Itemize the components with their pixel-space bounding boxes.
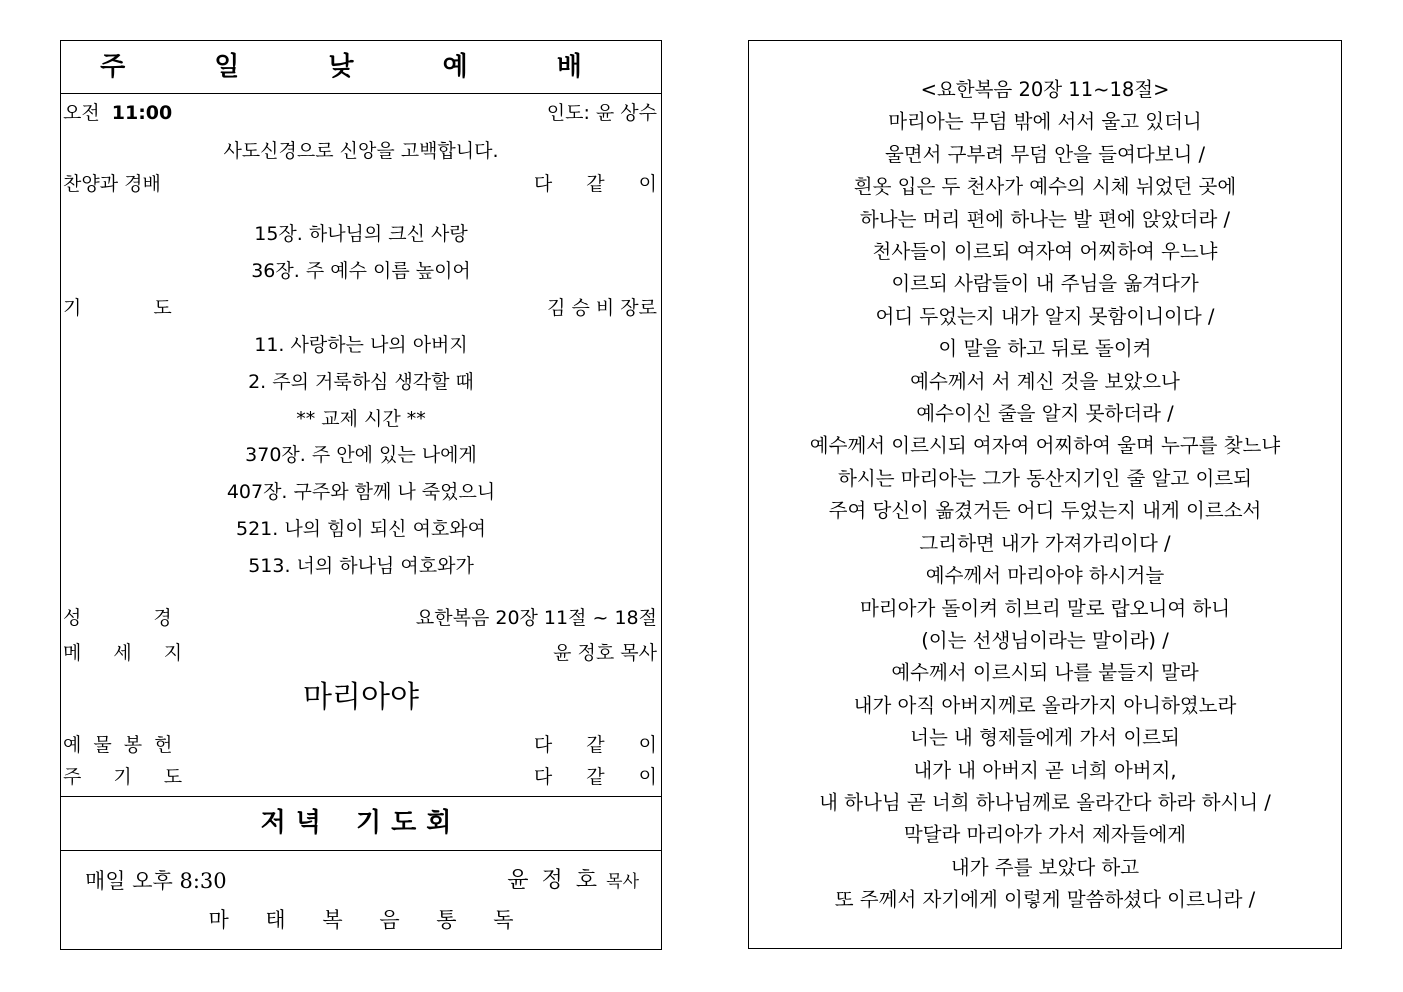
fellowship-line: ** 교제 시간 **	[296, 408, 426, 430]
pastor-title: 목사	[606, 872, 639, 892]
song-line: 521. 나의 힘이 되신 여호와여	[235, 518, 486, 540]
verse-line: 예수께서 서 계신 것을 보았으나	[910, 369, 1180, 393]
verse-line: 예수께서 이르시되 여자여 어찌하여 울며 누구를 찾느냐	[809, 434, 1281, 458]
divider	[61, 93, 661, 94]
sermon-title: 마리아야	[303, 680, 419, 715]
verse-line: 이르되 사람들이 내 주님을 옮겨다가	[891, 272, 1199, 296]
lords-prayer-who: 다 같 이	[533, 766, 657, 788]
verse-line: 울면서 구부려 무덤 안을 들여다보니 /	[884, 142, 1206, 166]
evening-time: 매일 오후 8:30	[85, 869, 227, 893]
verse-line: 마리아가 돌이켜 히브리 말로 랍오니여 하니	[859, 596, 1231, 620]
verse-line: 내가 내 아버지 곧 너희 아버지,	[913, 758, 1177, 782]
message-who: 윤 정호 목사	[553, 642, 657, 664]
song-line: 407장. 구주와 함께 나 죽었으니	[226, 481, 496, 503]
time-label: 오전	[63, 102, 100, 124]
verse-line: 주여 당신이 옮겼거든 어디 두었는지 내게 이르소서	[828, 499, 1262, 523]
scripture-heading: <요한복음 20장 11~18절>	[920, 78, 1170, 101]
verse-line: 막달라 마리아가 가서 제자들에게	[903, 823, 1187, 847]
praise-song-1: 15장. 하나님의 크신 사랑	[254, 223, 468, 245]
message-label: 메 세 지	[63, 642, 183, 664]
praise-label: 찬양과 경배	[63, 173, 161, 195]
verse-block	[749, 74, 1341, 917]
creed-line: 사도신경으로 신앙을 고백합니다.	[223, 140, 499, 162]
prayer-row	[63, 293, 657, 323]
evening-prayer-title: 저녁 기도회	[260, 808, 462, 838]
offering-label: 예 물 봉 헌	[63, 734, 173, 756]
reading-plan: 마 태 복 음 통 독	[208, 908, 514, 932]
verse-line: 마리아는 무덤 밖에 서서 울고 있더니	[888, 110, 1202, 134]
song-line: 11. 사랑하는 나의 아버지	[254, 334, 468, 356]
offering-who: 다 같 이	[533, 734, 657, 756]
verse-line: 이 말을 하고 뒤로 돌이켜	[938, 337, 1152, 361]
verse-line: 그리하면 내가 가져가리이다 /	[919, 531, 1171, 555]
scripture-ref: 요한복음 20장 11절 ~ 18절	[415, 607, 657, 629]
verse-line: 하시는 마리아는 그가 동산지기인 줄 알고 이르되	[838, 466, 1252, 490]
verse-line: 예수께서 마리아야 하시거늘	[925, 564, 1165, 588]
time-value: 11:00	[111, 102, 173, 124]
verse-line: 예수이신 줄을 알지 못하더라 /	[916, 402, 1174, 426]
praise-row	[63, 169, 657, 199]
verse-line: 내가 주를 보았다 하고	[950, 855, 1140, 879]
pastor-name: 윤 정 호	[507, 868, 598, 893]
verse-line: (이는 선생님이라는 말이라) /	[921, 628, 1169, 652]
verse-line: 하나는 머리 편에 하나는 발 편에 앉았더라 /	[859, 207, 1231, 231]
scripture-text-panel	[748, 40, 1342, 949]
order-of-service-panel	[60, 40, 662, 950]
verse-line: 흰옷 입은 두 천사가 예수의 시체 뉘었던 곳에	[853, 175, 1237, 199]
song-line: 513. 너의 하나님 여호와가	[248, 555, 474, 577]
leader: 인도: 윤 상수	[546, 102, 657, 124]
lords-prayer-row	[63, 762, 657, 792]
evening-pastor	[507, 866, 639, 897]
verse-line: 내 하나님 곧 너희 하나님께로 올라간다 하라 하시니 /	[819, 790, 1271, 814]
verse-line: 천사들이 이르되 여자여 어찌하여 우느냐	[872, 240, 1218, 264]
scripture-label: 성 경	[63, 607, 172, 629]
verse-line: 예수께서 이르시되 나를 붙들지 말라	[891, 661, 1199, 685]
prayer-label: 기 도	[63, 297, 172, 319]
praise-who: 다 같 이	[533, 173, 657, 195]
verse-line: 어디 두었는지 내가 알지 못함이니이다 /	[875, 304, 1215, 328]
praise-song-2: 36장. 주 예수 이름 높이어	[251, 260, 471, 282]
sunday-service-title: 주 일 낮 예 배	[100, 52, 622, 82]
song-line: 2. 주의 거룩하심 생각할 때	[248, 371, 474, 393]
service-time-row	[63, 98, 657, 128]
verse-line: 내가 아직 아버지께로 올라가지 아니하였노라	[853, 693, 1237, 717]
offering-row	[63, 730, 657, 760]
verse-line: 또 주께서 자기에게 이렇게 말씀하셨다 이르니라 /	[834, 888, 1256, 912]
scripture-row	[63, 603, 657, 633]
prayer-who: 김 승 비 장로	[547, 297, 657, 319]
lords-prayer-label: 주 기 도	[63, 766, 183, 788]
verse-line: 너는 내 형제들에게 가서 이르되	[910, 726, 1180, 750]
song-line: 370장. 주 안에 있는 나에게	[245, 444, 477, 466]
message-row	[63, 638, 657, 668]
divider	[61, 850, 661, 851]
